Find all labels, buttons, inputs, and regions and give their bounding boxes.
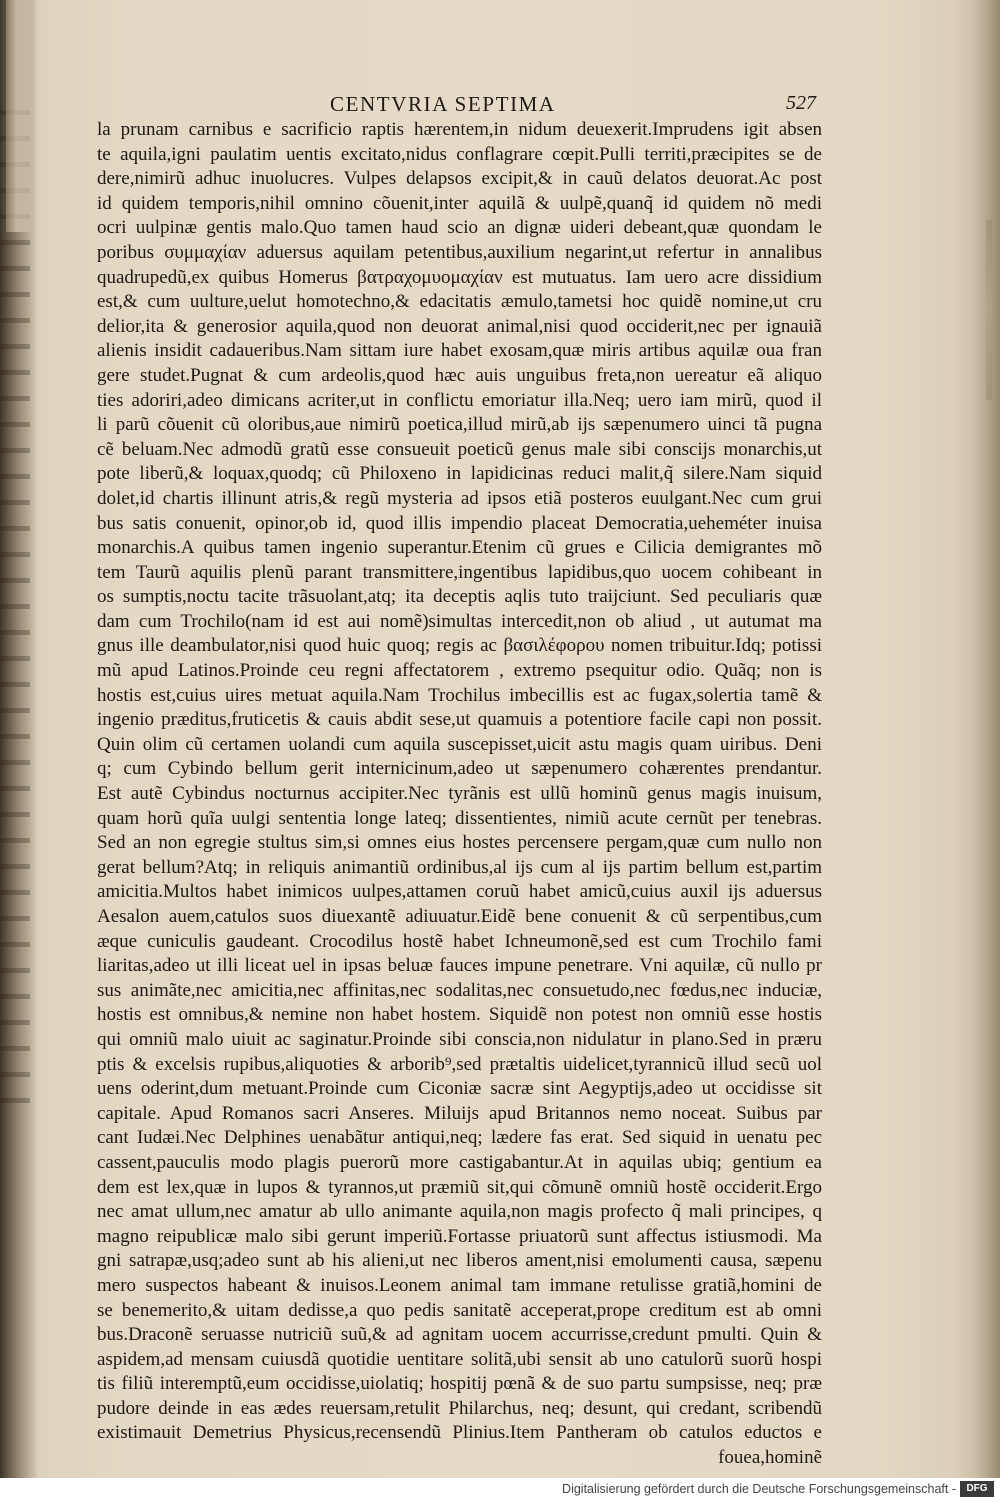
footer-bar xyxy=(0,1478,1000,1502)
text-line: os sumptis,noctu tacite trãsuolant,atq; ita deceptis aqlis tuto traijciunt. Sed peculiaris quæ xyxy=(97,586,822,608)
text-line: id quidem temporis,nihil omnino cõuenit,inter aquilã & uulpẽ,quanq̃ id quidem nõ medi xyxy=(97,192,822,214)
text-line: magno reipublicæ malo sibi gerunt imperiũ.Fortasse priuatorũ sunt affectus istiusmodi. Ma xyxy=(97,1225,822,1247)
text-line: se benemerito,& uitam dedisse,a quo pedis sanitatẽ acceperat,prope creditum est ab omni xyxy=(97,1299,822,1321)
text-line: delior,ita & generosior aquila,quod non deuorat animal,nisi quod occiderit,nec per ignauiã xyxy=(97,315,822,337)
text-line: sus animãte,nec amicitia,nec affinitas,nec sodalitas,nec consuetudo,nec fœdus,nec induciæ, xyxy=(97,979,822,1001)
text-line: nec amat ullum,nec amatur ab ullo animante aquila,non magis profecto q̃ mali principes, q xyxy=(97,1201,822,1223)
text-line: mero suspectos habeant & inuisos.Leonem animal tam immane retulisse gratiã,homini de xyxy=(97,1274,822,1296)
text-line: te aquila,igni paulatim uentis excitato,nidus conflagrare cœpit.Pulli territi,præcipites se de xyxy=(97,143,822,165)
text-line: ocri uulpinæ gentis malo.Quo tamen haud scio an dignæ uideri debeant,quæ quondam le xyxy=(97,217,822,239)
text-line: capitale. Apud Romanos sacri Anseres. Miluijs apud Britannos nemo noceat. Suibus par xyxy=(97,1102,822,1124)
text-line: dam cum Trochilo(nam id est aui nomẽ)simultas intercedit,non ob aliud , ut autumat ma xyxy=(97,610,822,632)
funding-credit: Digitalisierung gefördert durch die Deutsche Forschungsgemeinschaft - xyxy=(562,1482,956,1496)
text-line: quadrupedũ,ex quibus Homerus βατραχομυομαχίαν est mutuatus. Iam uero acre dissidium xyxy=(97,266,822,288)
text-line: existimauit Demetrius Physicus,recensendũ Plinius.Item Pantheram ob catulos eductos e xyxy=(97,1422,822,1444)
text-line: tem Taurũ aquilis plenũ parant transmittere,ingentibus lapidibus,quo uocem cohibeant in xyxy=(97,561,822,583)
text-line: mũ apud Latinos.Proinde ceu regni affectatorem , extremo psequitur odio. Quãq; non is xyxy=(97,660,822,682)
text-line: uens oderint,dum metuant.Proinde cum Ciconiæ sacræ sint Aegyptijs,adeo ut occidisse sit xyxy=(97,1078,822,1100)
text-line: hostis est omnibus,& nemine non habet hostem. Siquidẽ non potest non omniũ esse hostis xyxy=(97,1004,822,1026)
text-line: la prunam carnibus e sacrificio raptis hærentem,in nidum deuexerit.Imprudens igit absen xyxy=(97,119,822,140)
text-line: aspidem,ad mensam cuiusdã quotidie uentitare solitã,ubi sensit ab uno catulorũ suorũ hospi xyxy=(97,1348,822,1370)
text-line: est,& cum uulture,uelut homotechno,& edacitatis æmulo,tametsi hoc quidẽ nomine,ut cru xyxy=(97,291,822,313)
text-line: Aesalon auem,catulos suos diuexantẽ adiuuatur.Eidẽ bene conuenit & cũ serpentibus,cum xyxy=(97,906,822,927)
text-line: ties adoriri,adeo dimicans acriter,ut in conflictu emoriatur illa.Neq; uero iam mirũ, quod il xyxy=(97,389,822,411)
text-line: cẽ beluam.Nec admodũ gratũ esse consueuit poeticũ genus male sibi conscijs monarchis,ut xyxy=(97,438,822,460)
text-line: quam horũ quĩa uulgi sententia longe lateq; dissentientes, nimiũ acute cernũt per tenebras. xyxy=(97,807,822,829)
text-line: pudore deinde in eas ædes reuersam,retulit Philarchus, neq; desunt, qui credant, scribendũ xyxy=(97,1397,822,1419)
text-line: Est autẽ Cybindus nocturnus accipiter.Nec tyrãnis est ullũ hominũ genus magis inuisum, xyxy=(97,783,822,805)
text-line: gnus ille deambulator,nisi quod huic quoq; regis ac βασιλέφορου nomen tribuitur.Idq; potissi xyxy=(97,635,822,657)
text-line: bus.Draconẽ seruasse nutriciũ suũ,& ad agnitam uocem accurrisse,credunt pmulti. Quin & xyxy=(97,1324,822,1346)
text-line: q; cum Cybindo bellum gerit internicinum,adeo ut sæpenumero cohærentes prendantur. xyxy=(97,758,822,780)
text-line: alienis insidit cadaueribus.Nam sittam iure habet exosam,quæ miris artibus aquilæ oua fran xyxy=(97,340,822,362)
text-line: poribus συμμαχίαν aduersus aquilam petentibus,auxilium negarint,ut refertur in annalibus xyxy=(97,241,822,263)
text-line: dere,nimirũ adhuc inuolucres. Vulpes delapsos excipit,& in cauũ delatos deuorat.Ac post xyxy=(97,168,822,190)
binding-tape xyxy=(6,0,32,232)
text-line: bus satis conuenit, opinor,ob id, quod illis impendio placeat Democratia,ueheméter inuisa xyxy=(97,512,822,534)
text-line: Quin olim cũ certamen uolandi cum aquila suscepisset,uicit astu magis quam uiribus. Deni xyxy=(97,733,822,755)
text-line: monarchis.A quibus tamen ingenio superantur.Etenim cũ grues e Cilicia demigrantes mõ xyxy=(97,537,822,559)
text-line: dolet,id chartis illinunt atris,& regũ mysteria ad ipsos etiã posteros euulgant.Nec cum grui xyxy=(97,487,822,509)
text-line: qui omniũ malo uiuit ac saginatur.Proinde sibi conscia,non nidulatur in plano.Sed in præru xyxy=(97,1028,822,1050)
running-head: CENTVRIA SEPTIMA xyxy=(330,92,556,116)
text-line: gerat bellum?Atq; in reliquis animantiũ ordinibus,al ijs cum al ijs partim bellum est,partim xyxy=(97,856,822,878)
text-line: gni satrapæ,usq;adeo sunt ab his alieni,ut nec liberos ament,nisi emolumenti causa, sæpenu xyxy=(97,1250,822,1272)
text-line: æque cuniculis gaudeant. Crocodilus hostẽ habet Ichneumonẽ,sed est cum Trochilo fami xyxy=(97,930,822,952)
text-line: dem est lex,quæ in lupos & tyrannos,ut præmiũ sit,qui cõmunẽ omniũ hostẽ occiderit.Ergo xyxy=(97,1176,822,1198)
previous-page-bleed-text xyxy=(0,110,30,1110)
dfg-logo: DFG xyxy=(960,1481,994,1497)
text-line: pote liberũ,& loquax,quodq; cũ Philoxeno in lapidicinas reduci malit,q̃ silere.Nam siquid xyxy=(97,463,822,485)
body-text xyxy=(97,118,822,1471)
text-line: ingenio præditus,fruticetis & cauis abdit sese,ut quamuis a potentiore facile capi non possit. xyxy=(97,709,822,731)
text-line: amicitia.Multos habet inimicos uulpes,attamen coruũ habet amicũ,cuius auxil ijs aduersus xyxy=(97,881,822,903)
text-line: Sed an non egregie stultus sim,si omnes eius hostes percensere pergam,quæ cum nullo non xyxy=(97,832,822,854)
text-line: li parũ cõuenit cũ oloribus,aue nimirũ poetica,illud mirũ,ab ijs sæpenumero uinci tã pugna xyxy=(97,414,822,436)
text-line: liaritas,adeo ut illi liceat uel in ipsas beluæ fauces impune penetrare. Vni aquilæ, cũ nullo pr xyxy=(97,955,822,977)
page-number: 527 xyxy=(786,92,816,114)
text-line: ptis & excelsis rupibus,aliquoties & arborib⁹,sed prætaltis uidelicet,tyrannicũ illud secũ uol xyxy=(97,1053,822,1075)
text-line: cassent,pauculis modo plagis puerorũ more castigabantur.At in aquilas ubiq; gentium ea xyxy=(97,1151,822,1173)
book-page xyxy=(38,0,988,1478)
text-line: cant Iudæi.Nec Delphines uenabãtur antiqui,neq; lædere fas erat. Sed siquid in uenatu pec xyxy=(97,1127,822,1149)
text-line: tis filiũ interemptũ,eum occidisse,uiolatiq; hospitij pœnã & de suo partu sumpsisse, neq; præ xyxy=(97,1373,822,1395)
text-line: gere studet.Pugnat & cum ardeolis,quod hæc auis unguibus freta,non uereatur eã aliquo xyxy=(97,364,822,386)
catchword: fouea,hominẽ xyxy=(718,1447,822,1469)
text-line: hostis est,cuius uires metuat aquila.Nam Trochilus imbecillis est ac fugax,solertia tamẽ & xyxy=(97,684,822,706)
